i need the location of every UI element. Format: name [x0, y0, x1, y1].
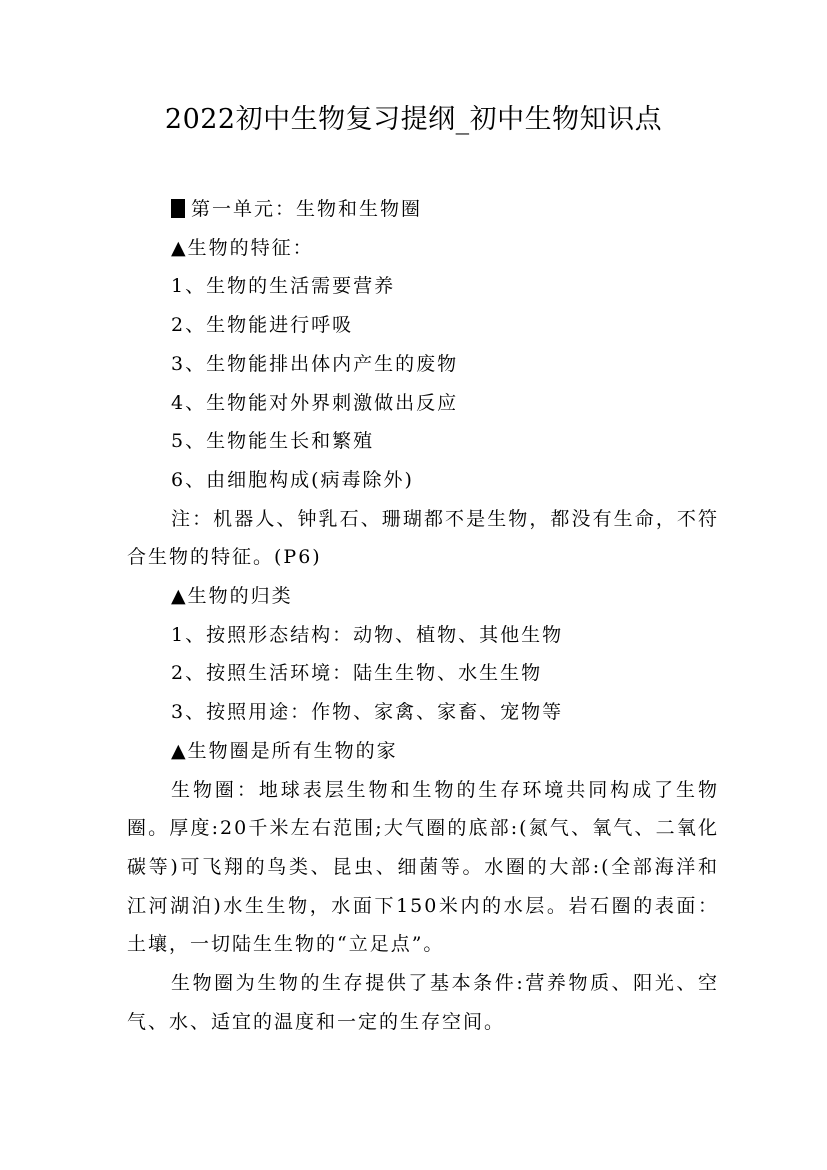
biosphere-paragraph: 生物圈：地球表层生物和生物的生存环境共同构成了生物圈。厚度:20千米左右范围;大气圈的底部:(氮气、氧气、二氧化碳等)可飞翔的鸟类、昆虫、细菌等。水圈的大部:(全部海洋和江河湖泊)水生生物，水面下150米内的水层。岩石圈的表面：土壤，一切陆生生物的“立足点”。	[127, 778, 719, 956]
unit-heading-text: 第一单元：生物和生物圈	[191, 198, 423, 220]
section-heading-characteristics: ▲生物的特征：	[171, 236, 314, 259]
unit-heading	[127, 190, 719, 229]
list-item: 2、生物能进行呼吸	[171, 314, 354, 337]
list-item: 4、生物能对外界刺激做出反应	[171, 391, 459, 414]
page-title: 2022初中生物复习提纲_初中生物知识点	[164, 104, 663, 135]
section-heading-classification: ▲生物的归类	[171, 585, 293, 608]
list-item: 3、按照用途：作物、家禽、家畜、宠物等	[171, 701, 564, 724]
square-bullet-icon	[171, 199, 185, 218]
document-body	[127, 190, 719, 1041]
section-heading-biosphere: ▲生物圈是所有生物的家	[171, 739, 398, 762]
note-paragraph: 注：机器人、钟乳石、珊瑚都不是生物，都没有生命，不符合生物的特征。(P6)	[127, 507, 719, 569]
list-item: 6、由细胞构成(病毒除外)	[171, 468, 414, 491]
list-item: 5、生物能生长和繁殖	[171, 430, 375, 453]
list-item: 2、按照生活环境：陆生生物、水生生物	[171, 662, 543, 685]
list-item: 3、生物能排出体内产生的废物	[171, 352, 459, 375]
list-item: 1、按照形态结构：动物、植物、其他生物	[171, 623, 564, 646]
list-item: 1、生物的生活需要营养	[171, 275, 396, 298]
conditions-paragraph: 生物圈为生物的生存提供了基本条件:营养物质、阳光、空气、水、适宜的温度和一定的生存空间。	[127, 972, 719, 1033]
